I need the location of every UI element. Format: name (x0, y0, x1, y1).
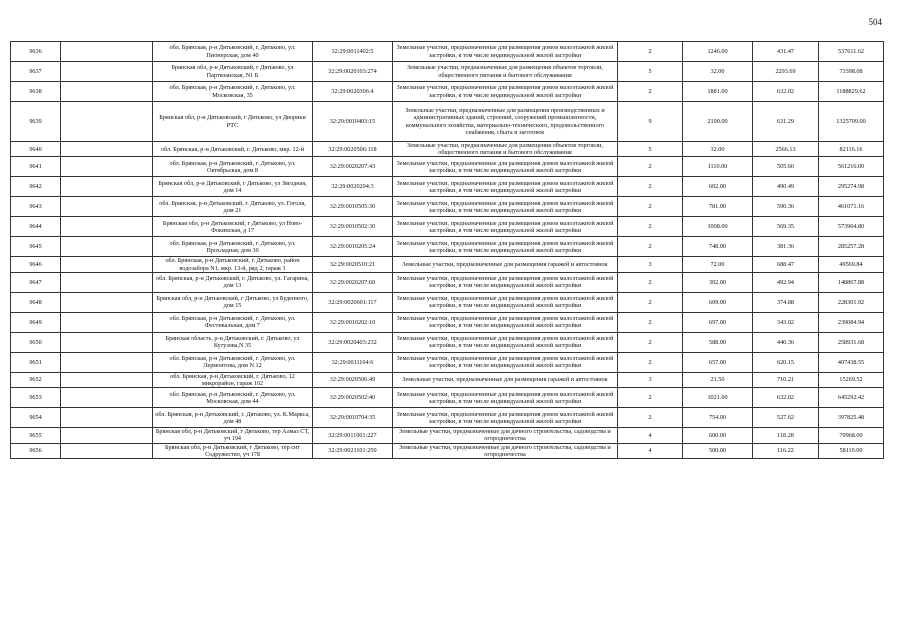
cadastral-number-cell: 32:29:0020601:117 (313, 292, 393, 312)
address-cell: Брянская обл, р-н Дятьковский, г Дятьково, ул Звездная, дом 14 (153, 177, 313, 197)
address-cell: Брянская обл, р-н Дятьковский, г Дятьково, ул Буденного, дом 15 (153, 292, 313, 312)
cadastral-number-cell: 32:29:0020207:60 (313, 272, 393, 292)
address-cell: обл. Брянская, р-н Дятьковский, г. Дятьково, 12 микрорайон, гараж 102 (153, 372, 313, 387)
address-cell: Брянская обл, р-н Дятьковский, г Дятьково, ул Партизанская, N1 Б (153, 62, 313, 82)
rate-cell: 440.36 (753, 332, 819, 352)
row-number: 9644 (11, 217, 61, 237)
group-cell: 2 (618, 352, 683, 372)
rate-cell: 374.88 (753, 292, 819, 312)
cadastral-value-cell: 645292.42 (819, 388, 884, 408)
area-cell: 657.00 (683, 352, 753, 372)
land-use-cell: Земельные участки, предназначенные для размещения объектов торговли, общественного питания и бытового обслуживания (393, 62, 618, 82)
area-cell: 32.00 (683, 142, 753, 157)
cadastral-number-cell: 32:29:0011104:6 (313, 352, 393, 372)
rate-cell: 118.28 (753, 428, 819, 443)
table-row (11, 157, 884, 177)
rate-cell: 527.62 (753, 408, 819, 428)
cadastral-value-cell: 397825.48 (819, 408, 884, 428)
rate-cell: 2293.69 (753, 62, 819, 82)
group-cell: 3 (618, 372, 683, 387)
land-use-cell: Земельные участки, предназначенные для размещения домов малоэтажной жилой застройки, в том числе индивидуальной жилой застройки (393, 292, 618, 312)
land-use-cell: Земельные участки, предназначенные для размещения домов малоэтажной жилой застройки, в том числе индивидуальной жилой застройки (393, 237, 618, 257)
group-cell: 4 (618, 428, 683, 443)
cadastral-value-cell: 258931.68 (819, 332, 884, 352)
cadastral-value-cell: 561216.00 (819, 157, 884, 177)
address-cell: обл. Брянская, р-н Дятьковский, г. Дятьково, район водозабора N1, мкр. 13-й, ряд 2, гараж 1 (153, 257, 313, 272)
land-use-cell: Земельные участки, предназначенные для размещения производственных и административных зданий, строений, сооружений промышленности, коммунального хозяйства, материально-технического, продовольственного снабжения, сбыта и заготовок (393, 102, 618, 142)
cadastral-value-cell: 73398.08 (819, 62, 884, 82)
address-cell: обл. Брянская, р-н Дятьковский, г. Дятьково, мкр. 12-й (153, 142, 313, 157)
group-cell: 2 (618, 177, 683, 197)
table-body (11, 42, 884, 459)
table-row (11, 82, 884, 102)
rate-cell: 343.02 (753, 312, 819, 332)
address-cell: обл. Брянская, р-н Дятьковский, г. Дятьково, ул. К.Маркса, дом 48 (153, 408, 313, 428)
rate-cell: 631.29 (753, 102, 819, 142)
table-row (11, 388, 884, 408)
table-row (11, 443, 884, 458)
table-row (11, 312, 884, 332)
address-cell: Брянская область, р-н Дятьковский, г. Дятьково, ул Кутузова,N 35 (153, 332, 313, 352)
table-row (11, 352, 884, 372)
rate-cell: 632.02 (753, 388, 819, 408)
cadastral-value-cell: 148867.88 (819, 272, 884, 292)
area-cell: 1110.00 (683, 157, 753, 177)
blank-cell (61, 82, 153, 102)
group-cell: 2 (618, 82, 683, 102)
group-cell: 2 (618, 292, 683, 312)
blank-cell (61, 312, 153, 332)
land-use-cell: Земельные участки, предназначенные для размещения домов малоэтажной жилой застройки, в том числе индивидуальной жилой застройки (393, 157, 618, 177)
land-use-cell: Земельные участки, предназначенные для размещения домов малоэтажной жилой застройки, в том числе индивидуальной жилой застройки (393, 312, 618, 332)
blank-cell (61, 42, 153, 62)
cadastral-value-cell: 285257.28 (819, 237, 884, 257)
land-use-cell: Земельные участки, предназначенные для размещения домов малоэтажной жилой застройки, в том числе индивидуальной жилой застройки (393, 197, 618, 217)
area-cell: 602.00 (683, 177, 753, 197)
blank-cell (61, 292, 153, 312)
cadastral-number-cell: 32:29:0020506:118 (313, 142, 393, 157)
address-cell: обл. Брянская, р-н Дятьковский, г. Дятьково, ул. Московская, дом 44 (153, 388, 313, 408)
blank-cell (61, 443, 153, 458)
area-cell: 1246.00 (683, 42, 753, 62)
area-cell: 588.00 (683, 332, 753, 352)
cadastral-value-cell: 70968.00 (819, 428, 884, 443)
table-row (11, 102, 884, 142)
group-cell: 2 (618, 332, 683, 352)
cadastral-value-cell: 537611.62 (819, 42, 884, 62)
cadastral-value-cell: 239084.94 (819, 312, 884, 332)
blank-cell (61, 197, 153, 217)
row-number: 9647 (11, 272, 61, 292)
blank-cell (61, 388, 153, 408)
address-cell: обл. Брянская, р-н Дятьковский, г. Дятьково, ул. Пионерская, дом 40 (153, 42, 313, 62)
table-row (11, 332, 884, 352)
table-row (11, 142, 884, 157)
rate-cell: 590.36 (753, 197, 819, 217)
cadastral-number-cell: 32:29:0010505:30 (313, 197, 393, 217)
group-cell: 4 (618, 443, 683, 458)
cadastral-number-cell: 32:29:0021101:250 (313, 443, 393, 458)
cadastral-number-cell: 32:29:0020510:21 (313, 257, 393, 272)
table-row (11, 62, 884, 82)
row-number: 9656 (11, 443, 61, 458)
area-cell: 781.00 (683, 197, 753, 217)
row-number: 9649 (11, 312, 61, 332)
row-number: 9638 (11, 82, 61, 102)
address-cell: обл. Брянская, р-н Дятьковский, г. Дятьково, ул. Фестивальная, дом 7 (153, 312, 313, 332)
address-cell: обл. Брянская, р-н Дятьковский, г. Дятьково, ул. Октябрьская, дом 8 (153, 157, 313, 177)
row-number: 9643 (11, 197, 61, 217)
group-cell: 2 (618, 42, 683, 62)
cadastral-number-cell: 32:29:0011402:5 (313, 42, 393, 62)
area-cell: 1021.00 (683, 388, 753, 408)
address-cell: Брянская обл, р-н Дятьковский, г Дятьково, тер Алмаз СТ, уч 194 (153, 428, 313, 443)
land-use-cell: Земельные участки, предназначенные для размещения домов малоэтажной жилой застройки, в том числе индивидуальной жилой застройки (393, 408, 618, 428)
cadastral-value-cell: 407438.55 (819, 352, 884, 372)
cadastral-value-cell: 228301.92 (819, 292, 884, 312)
blank-cell (61, 352, 153, 372)
cadastral-number-cell: 32:29:0020502:40 (313, 388, 393, 408)
blank-cell (61, 332, 153, 352)
area-cell: 72.00 (683, 257, 753, 272)
cadastral-value-cell: 58110.00 (819, 443, 884, 458)
table-row (11, 372, 884, 387)
address-cell: Брянская обл, р-н Дятьковский, г Дятьково, ул Дворики РТС (153, 102, 313, 142)
cadastral-number-cell: 32:29:0010202:10 (313, 312, 393, 332)
cadastral-value-cell: 461071.16 (819, 197, 884, 217)
address-cell: обл. Брянская, р-н Дятьковский, г. Дятьково, ул. Лермонтова, дом N 12 (153, 352, 313, 372)
page-number: 504 (868, 17, 882, 27)
cadastral-value-cell: 82116.16 (819, 142, 884, 157)
rate-cell: 492.94 (753, 272, 819, 292)
area-cell: 697.00 (683, 312, 753, 332)
blank-cell (61, 428, 153, 443)
cadastral-number-cell: 32:29:0010704:35 (313, 408, 393, 428)
cadastral-value-cell: 15269.52 (819, 372, 884, 387)
table-row (11, 42, 884, 62)
address-cell: обл. Брянская, р-н Дятьковский, г. Дятьково, ул. Прохладная, дом 30 (153, 237, 313, 257)
land-use-cell: Земельные участки, предназначенные для размещения домов малоэтажной жилой застройки, в том числе индивидуальной жилой застройки (393, 332, 618, 352)
table-row (11, 428, 884, 443)
cadastral-value-cell: 573904.80 (819, 217, 884, 237)
cadastral-number-cell: 32:29:0020204:3 (313, 177, 393, 197)
area-cell: 500.00 (683, 443, 753, 458)
blank-cell (61, 408, 153, 428)
area-cell: 302.00 (683, 272, 753, 292)
blank-cell (61, 62, 153, 82)
group-cell: 9 (618, 102, 683, 142)
row-number: 9641 (11, 157, 61, 177)
area-cell: 21.50 (683, 372, 753, 387)
cadastral-number-cell: 32:29:0010502:30 (313, 217, 393, 237)
land-use-cell: Земельные участки, предназначенные для размещения домов малоэтажной жилой застройки, в том числе индивидуальной жилой застройки (393, 217, 618, 237)
row-number: 9653 (11, 388, 61, 408)
address-cell: Брянская обл, р-н Дятьковский, г Дятьково, ул Ново-Фокинская, д 17 (153, 217, 313, 237)
rate-cell: 688.47 (753, 257, 819, 272)
address-cell: Брянская обл, р-н Дятьковский, г Дятьково, тер снт Содружество, уч 178 (153, 443, 313, 458)
row-number: 9648 (11, 292, 61, 312)
address-cell: обл. Брянская, р-н Дятьковский, г. Дятьково, ул. Гагарина, дом 13 (153, 272, 313, 292)
rate-cell: 505.60 (753, 157, 819, 177)
row-number: 9654 (11, 408, 61, 428)
table-row (11, 197, 884, 217)
row-number: 9639 (11, 102, 61, 142)
cadastral-value-cell: 1325709.00 (819, 102, 884, 142)
group-cell: 2 (618, 272, 683, 292)
group-cell: 2 (618, 388, 683, 408)
address-cell: обл. Брянская, р-н Дятьковский, г. Дятьково, ул. Гоголя, дом 21 (153, 197, 313, 217)
blank-cell (61, 237, 153, 257)
land-use-cell: Земельные участки, предназначенные для размещения домов малоэтажной жилой застройки, в том числе индивидуальной жилой застройки (393, 82, 618, 102)
land-use-cell: Земельные участки, предназначенные для размещения домов малоэтажной жилой застройки, в том числе индивидуальной жилой застройки (393, 352, 618, 372)
blank-cell (61, 272, 153, 292)
group-cell: 2 (618, 157, 683, 177)
cadastral-value-cell: 295274.98 (819, 177, 884, 197)
cadastral-number-cell: 32:29:0020403:232 (313, 332, 393, 352)
area-cell: 609.00 (683, 292, 753, 312)
table-row (11, 272, 884, 292)
table-row (11, 177, 884, 197)
cadastral-number-cell: 32:29:0010403:15 (313, 102, 393, 142)
area-cell: 1008.00 (683, 217, 753, 237)
row-number: 9642 (11, 177, 61, 197)
cadastral-value-cell: 1188829.62 (819, 82, 884, 102)
land-use-cell: Земельные участки, предназначенные для размещения домов малоэтажной жилой застройки, в том числе индивидуальной жилой застройки (393, 42, 618, 62)
area-cell: 32.00 (683, 62, 753, 82)
rate-cell: 620.15 (753, 352, 819, 372)
cadastral-number-cell: 32:29:0020103:274 (313, 62, 393, 82)
blank-cell (61, 102, 153, 142)
blank-cell (61, 142, 153, 157)
row-number: 9645 (11, 237, 61, 257)
rate-cell: 632.02 (753, 82, 819, 102)
blank-cell (61, 372, 153, 387)
blank-cell (61, 177, 153, 197)
blank-cell (61, 257, 153, 272)
land-use-cell: Земельные участки, предназначенные для размещения гаражей и автостоянок (393, 257, 618, 272)
table-row (11, 257, 884, 272)
cadastral-number-cell: 32:29:0010205:24 (313, 237, 393, 257)
area-cell: 2100.00 (683, 102, 753, 142)
rate-cell: 710.21 (753, 372, 819, 387)
cadastral-number-cell: 32:29:0020306:4 (313, 82, 393, 102)
land-use-cell: Земельные участки, предназначенные для размещения объектов торговли, общественного питания и бытового обслуживания (393, 142, 618, 157)
land-use-cell: Земельные участки, предназначенные для размещения домов малоэтажной жилой застройки, в том числе индивидуальной жилой застройки (393, 388, 618, 408)
group-cell: 2 (618, 217, 683, 237)
cadastral-value-cell: 49569.84 (819, 257, 884, 272)
land-use-cell: Земельные участки, предназначенные для размещения гаражей и автостоянок (393, 372, 618, 387)
row-number: 9655 (11, 428, 61, 443)
table-row (11, 237, 884, 257)
cadastral-number-cell: 32:29:0011001:227 (313, 428, 393, 443)
rate-cell: 569.35 (753, 217, 819, 237)
rate-cell: 2566.13 (753, 142, 819, 157)
cadastral-value-table (10, 41, 884, 459)
group-cell: 2 (618, 237, 683, 257)
area-cell: 600.00 (683, 428, 753, 443)
land-use-cell: Земельные участки, предназначенные для размещения домов малоэтажной жилой застройки, в том числе индивидуальной жилой застройки (393, 272, 618, 292)
blank-cell (61, 217, 153, 237)
blank-cell (61, 157, 153, 177)
row-number: 9652 (11, 372, 61, 387)
row-number: 9651 (11, 352, 61, 372)
land-use-cell: Земельные участки, предназначенные для размещения домов малоэтажной жилой застройки, в том числе индивидуальной жилой застройки (393, 177, 618, 197)
rate-cell: 490.49 (753, 177, 819, 197)
cadastral-number-cell: 32:29:0020506:49 (313, 372, 393, 387)
rate-cell: 116.22 (753, 443, 819, 458)
row-number: 9646 (11, 257, 61, 272)
group-cell: 5 (618, 62, 683, 82)
area-cell: 1881.00 (683, 82, 753, 102)
group-cell: 2 (618, 312, 683, 332)
table-row (11, 292, 884, 312)
group-cell: 3 (618, 257, 683, 272)
row-number: 9636 (11, 42, 61, 62)
group-cell: 2 (618, 197, 683, 217)
row-number: 9650 (11, 332, 61, 352)
table-row (11, 217, 884, 237)
group-cell: 5 (618, 142, 683, 157)
land-use-cell: Земельные участки, предназначенные для дачного строительства, садоводства и огородничества (393, 443, 618, 458)
address-cell: обл. Брянская, р-н Дятьковский, г. Дятьково, ул. Московская, 35 (153, 82, 313, 102)
table-row (11, 408, 884, 428)
cadastral-number-cell: 32:29:0020207:43 (313, 157, 393, 177)
area-cell: 754.00 (683, 408, 753, 428)
area-cell: 748.00 (683, 237, 753, 257)
rate-cell: 431.47 (753, 42, 819, 62)
row-number: 9640 (11, 142, 61, 157)
land-use-cell: Земельные участки, предназначенные для дачного строительства, садоводства и огородничества (393, 428, 618, 443)
row-number: 9637 (11, 62, 61, 82)
group-cell: 2 (618, 408, 683, 428)
rate-cell: 381.36 (753, 237, 819, 257)
